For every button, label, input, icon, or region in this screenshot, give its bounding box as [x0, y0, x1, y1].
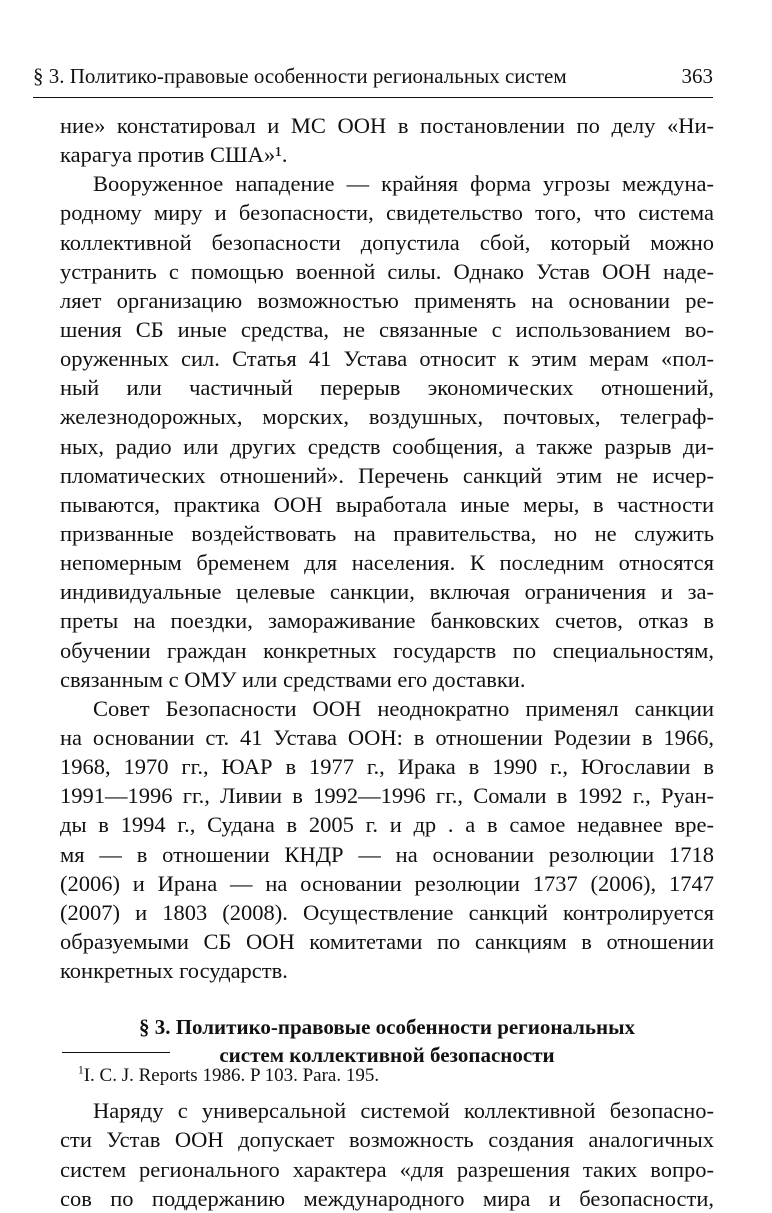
text-line: (2006) и Ирана — на основании резолюции 1737 (2006), 1747	[60, 870, 714, 896]
text-line: систем регионального характера «для разрешения таких вопро-	[60, 1156, 714, 1182]
text-line: связанным с ОМУ или средствами его доставки.	[60, 666, 526, 692]
section-heading	[60, 1013, 714, 1069]
text-line: Совет Безопасности ООН неоднократно применял санкции	[93, 695, 714, 721]
text-line: преты на поездки, замораживание банковских счетов, отказ в	[60, 608, 714, 634]
body-text	[60, 111, 714, 1213]
text-line: сов по поддержанию международного мира и безопасности,	[60, 1185, 714, 1211]
text-line: 1991—1996 гг., Ливии в 1992—1996 гг., Сомали в 1992 г., Руан-	[60, 783, 714, 809]
text-line: ляет организацию возможностью применять на основании ре-	[60, 287, 714, 313]
text-line: индивидуальные целевые санкции, включая ограничения и за-	[60, 579, 714, 605]
text-line: сти Устав ООН допускает возможность создания аналогичных	[60, 1127, 714, 1153]
text-line: коллективной безопасности допустила сбой, который можно	[60, 229, 714, 255]
footnote-text: I. C. J. Reports 1986. P 103. Para. 195.	[83, 1065, 380, 1086]
paragraph	[60, 169, 714, 694]
text-line: ние» констатировал и МС ООН в постановлении по делу «Ни-	[60, 113, 714, 138]
text-line: пломатических отношений». Перечень санкций этим не исчер-	[60, 462, 714, 488]
section-heading-line: систем коллективной безопасности	[219, 1043, 555, 1068]
text-line: образуемыми СБ ООН комитетами по санкциям в отношении	[60, 928, 714, 954]
text-line: на основании ст. 41 Устава ООН: в отношении Родезии в 1966,	[60, 724, 714, 750]
footnote-marker: 1	[78, 1064, 84, 1077]
page-number: 363	[681, 64, 713, 88]
section-heading-line: § 3. Политико-правовые особенности региональных	[138, 1015, 636, 1040]
footnote	[78, 1064, 379, 1088]
text-line: родному миру и безопасности, свидетельство того, что система	[60, 200, 714, 226]
text-line: ный или частичный перерыв экономических отношений,	[60, 375, 714, 401]
text-line: карагуа против США»¹.	[60, 142, 288, 168]
text-line: Вооруженное нападение — крайняя форма угрозы междуна-	[93, 171, 714, 197]
running-title: § 3. Политико-правовые особенности региональных систем	[33, 64, 567, 88]
text-line: призванные воздействовать на правительства, но не служить	[60, 520, 714, 546]
text-line: Наряду с универсальной системой коллективной безопасно-	[93, 1098, 714, 1124]
text-line: оруженных сил. Статья 41 Устава относит к этим мерам «пол-	[60, 346, 714, 372]
text-line: (2007) и 1803 (2008). Осуществление санкций контролируется	[60, 899, 714, 925]
text-line: непомерным бременем для населения. К последним относятся	[60, 550, 714, 576]
text-line: пываются, практика ООН выработала иные меры, в частности	[60, 491, 714, 517]
text-line: обучении граждан конкретных государств по специальностям,	[60, 637, 714, 663]
text-line: железнодорожных, морских, воздушных, почтовых, телеграф-	[60, 404, 714, 430]
text-line: ных, радио или других средств сообщения, а также разрыв ди-	[60, 433, 714, 459]
text-line: мя — в отношении КНДР — на основании резолюции 1718	[60, 841, 714, 867]
paragraph	[60, 694, 714, 985]
header-rule	[33, 97, 713, 98]
running-head	[33, 62, 713, 90]
text-line: конкретных государств.	[60, 958, 288, 984]
text-line: ды в 1994 г., Судана в 2005 г. и др . а в самое недавнее вре-	[60, 812, 714, 838]
text-line: устранить с помощью военной силы. Однако Устав ООН наде-	[60, 258, 714, 284]
paragraph	[60, 111, 714, 169]
paragraph	[60, 1096, 714, 1213]
footnote-rule	[62, 1052, 170, 1053]
text-line: шения СБ иные средства, не связанные с использованием во-	[60, 316, 714, 342]
text-line: 1968, 1970 гг., ЮАР в 1977 г., Ирака в 1990 г., Югославии в	[60, 754, 714, 780]
